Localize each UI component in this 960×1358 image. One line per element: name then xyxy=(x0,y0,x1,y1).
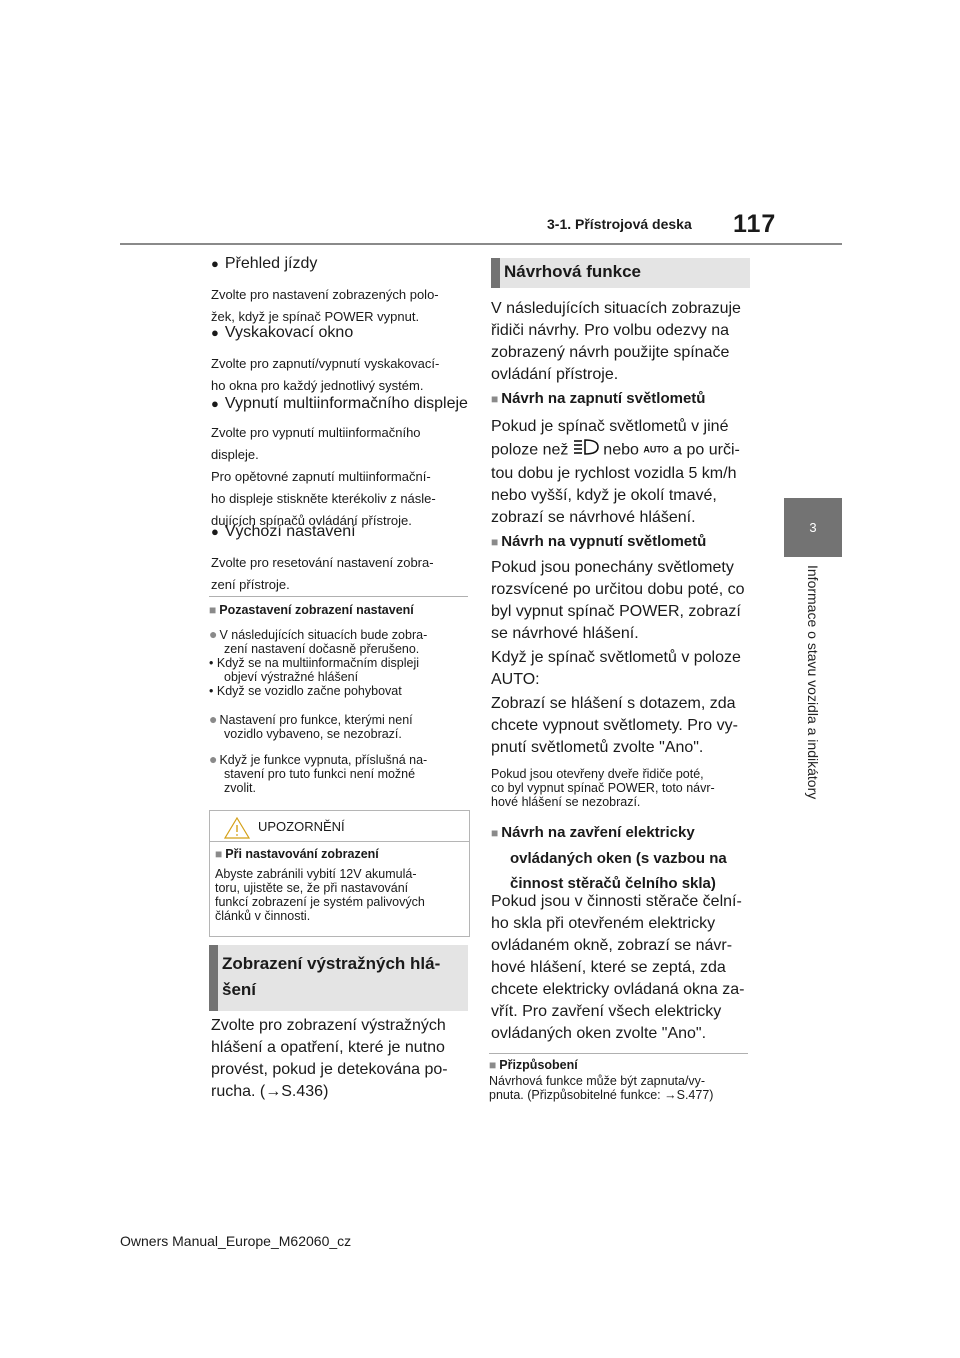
bullet-icon: ● xyxy=(211,396,219,411)
item-text: Zvolte pro nastavení zobrazených polo- žek, když je spínač POWER vypnut. xyxy=(211,287,439,324)
chapter-side-title: Informace o stavu vozidla a indikátory xyxy=(805,565,821,800)
headlights-on-text: Pokud je spínač světlometů v jiné poloze než nebo AUTO a po urči- tou dobu je rychlost vozidla 5 km/h nebo vyšší, když je okolí tmavé, zobrazí se návrhové hlášení. xyxy=(491,418,740,526)
page-ref-link[interactable]: S.477) xyxy=(676,1088,714,1102)
headlights-query-text: Zobrazí se hlášení s dotazem, zda chcete vypnout světlomety. Pro vy- pnutí světlometů zvolte "Ano". xyxy=(491,695,738,756)
square-bullet-icon: ■ xyxy=(491,392,499,406)
left-item-4 xyxy=(211,523,356,541)
square-bullet-icon: ■ xyxy=(491,535,499,549)
item-title: ● Přehled jízdy xyxy=(211,255,318,272)
divider xyxy=(489,1053,748,1054)
auto-icon: AUTO xyxy=(643,444,669,455)
headlights-note: Pokud jsou otevřeny dveře řidiče poté, co byl vypnut spínač POWER, toto návr- hové hlášení se nezobrazí. xyxy=(491,767,715,809)
customize-title: ■ Přizpůsobení xyxy=(489,1058,578,1072)
warning-triangle-icon xyxy=(224,817,250,844)
circle-bullet-icon: ● xyxy=(209,751,218,767)
pause-title: ■ Pozastavení zobrazení nastavení xyxy=(209,603,414,617)
arrow-right-icon: → xyxy=(265,1083,282,1100)
bullet-icon: ● xyxy=(211,325,219,340)
warning-text: Zvolte pro zobrazení výstražných hlášení a opatření, které je nutno provést, pokud je detekována po- rucha. (→S.436) xyxy=(211,1017,448,1100)
pause-bullet-1: ● V následujících situacích bude zobra- zení nastavení dočasně přerušeno. • Když se na multiinformačním displeji objeví výstražné hlášení • Když se vozidlo začne pohybovat xyxy=(209,626,428,698)
square-bullet-icon: ■ xyxy=(489,1058,497,1072)
section-title: 3-1. Přístrojová deska xyxy=(547,216,692,232)
page-ref-link[interactable]: S.436) xyxy=(281,1083,329,1100)
item-text: Zvolte pro vypnutí multiinformačního displeje. Pro opětovné zapnutí multiinformační- ho displeje stiskněte kterékoliv z násle- dujících spínačů ovládání přístroje. xyxy=(211,425,436,528)
warning-messages-heading: Zobrazení výstražných hlá- šení xyxy=(209,945,468,1011)
caution-box xyxy=(209,810,470,937)
close-windows-text: Pokud jsou v činnosti stěrače čelní- ho skla při otevřeném elektricky ovládaném okně, zobrazí se návr- hové hlášení, které se zeptá, zda chcete elektricky ovládaná okna za- vřít. Pro zavření všech elektricky ovládaných oken zvolte "Ano". xyxy=(491,893,745,1042)
circle-bullet-icon: ● xyxy=(209,626,218,642)
square-bullet-icon: ■ xyxy=(491,826,499,840)
circle-bullet-icon: ● xyxy=(209,711,218,727)
left-item-2 xyxy=(211,324,353,342)
bullet-icon: ● xyxy=(211,256,219,271)
left-item-3 xyxy=(211,395,468,413)
headlights-off-text: Pokud jsou ponechány světlomety rozsvícené po určitou dobu poté, co byl vypnut spínač POWER, zobrazí se návrhové hlášení. xyxy=(491,559,745,642)
square-bullet-icon: ■ xyxy=(209,603,217,617)
item-title: ● Vypnutí multiinformačního displeje xyxy=(211,395,468,412)
section-headlights-on: ■ Návrh na zapnutí světlometů xyxy=(491,390,706,407)
headlight-icon xyxy=(573,438,599,463)
caution-divider xyxy=(210,841,469,842)
item-text: Zvolte pro zapnutí/vypnutí vyskakovací- ho okna pro každý jednotlivý systém. xyxy=(211,356,440,393)
section-close-windows: ■ Návrh na zavření elektricky ovládaných oken (s vazbou na činnost stěračů čelního skla) xyxy=(491,824,727,892)
item-title: ● Výchozí nastavení xyxy=(211,523,356,540)
section-headlights-off: ■ Návrh na vypnutí světlometů xyxy=(491,533,707,550)
bullet-icon: ● xyxy=(211,524,219,539)
caution-title: ■ Při nastavování zobrazení xyxy=(215,847,379,861)
caution-label: UPOZORNĚNÍ xyxy=(258,819,345,834)
headlights-auto-text: Když je spínač světlometů v poloze AUTO: xyxy=(491,649,741,688)
header-divider xyxy=(120,243,842,245)
suggestion-intro: V následujících situacích zobrazuje řidiči návrhy. Pro volbu odezvy na zobrazený návrh použijte spínače ovládání přístroje. xyxy=(491,300,741,383)
item-title: ● Vyskakovací okno xyxy=(211,324,354,341)
customize-text: Návrhová funkce může být zapnuta/vy- pnuta. (Přizpůsobitelné funkce: →S.477) xyxy=(489,1074,714,1102)
caution-text: Abyste zabránili vybití 12V akumulá- toru, ujistěte se, že při nastavování funkcí zobrazení je systém palivových článků v činnosti. xyxy=(215,867,425,923)
page-number: 117 xyxy=(733,210,777,238)
footer-text: Owners Manual_Europe_M62060_cz xyxy=(120,1233,352,1249)
square-bullet-icon: ■ xyxy=(215,847,223,861)
left-item-1 xyxy=(211,255,317,273)
arrow-right-icon: → xyxy=(664,1088,677,1102)
chapter-tab[interactable]: 3 xyxy=(784,498,842,557)
pause-bullet-2: ● Nastavení pro funkce, kterými není vozidlo vybaveno, se nezobrazí. xyxy=(209,711,413,741)
item-text: Zvolte pro resetování nastavení zobra- zení přístroje. xyxy=(211,555,434,592)
divider xyxy=(209,596,468,597)
pause-bullet-3: ● Když je funkce vypnuta, příslušná na- stavení pro tuto funkci není možné zvolit. xyxy=(209,751,428,795)
suggestion-heading: Návrhová funkce xyxy=(491,258,750,288)
